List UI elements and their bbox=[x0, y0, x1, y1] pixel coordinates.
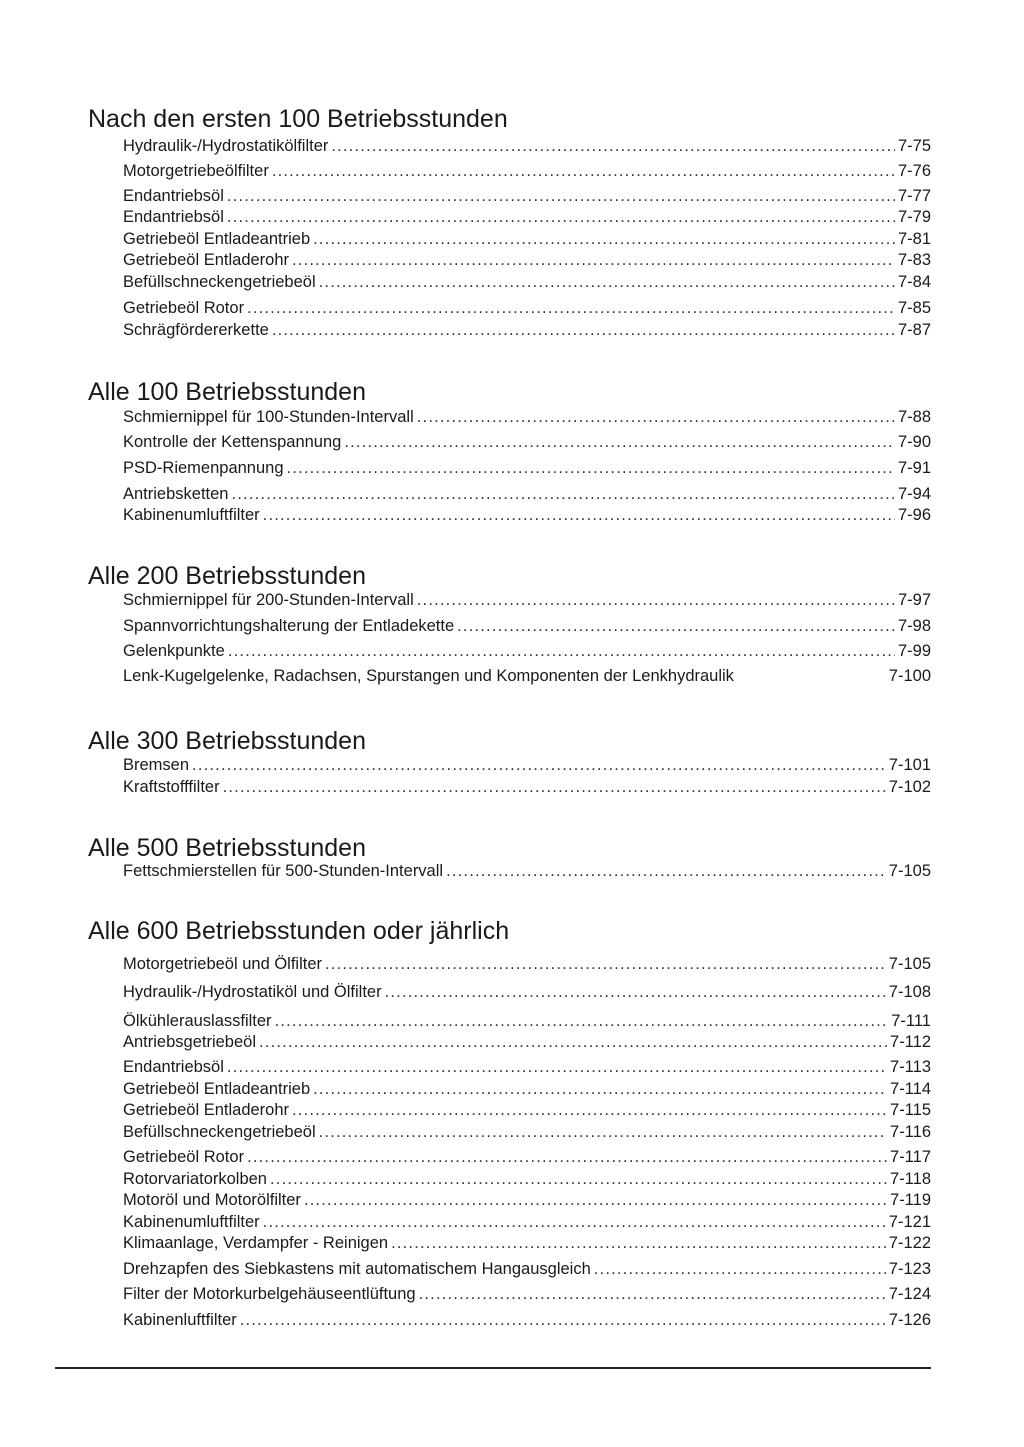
entry-page: 7-116 bbox=[890, 1123, 931, 1141]
section-title: Alle 500 Betriebsstunden bbox=[88, 834, 366, 862]
entry-page: 7-105 bbox=[888, 955, 931, 973]
entry-label: Filter der Motorkurbelgehäuseentlüftung bbox=[123, 1285, 416, 1303]
entry-label: Motorgetriebeöl und Ölfilter bbox=[123, 955, 323, 973]
toc-entry[interactable] bbox=[123, 776, 931, 798]
entry-label: Schmiernippel für 100-Stunden-Intervall bbox=[123, 408, 414, 426]
entry-page: 7-79 bbox=[897, 208, 931, 226]
toc-entry[interactable] bbox=[123, 228, 931, 250]
entry-label: Getriebeöl Entladerohr bbox=[123, 251, 290, 269]
toc-entry[interactable] bbox=[123, 504, 931, 526]
entry-label: PSD-Riemenpannung bbox=[123, 459, 284, 477]
entry-page: 7-123 bbox=[888, 1260, 931, 1278]
entry-page: 7-100 bbox=[888, 667, 931, 685]
entry-label: Getriebeöl Rotor bbox=[123, 299, 245, 317]
entry-page: 7-96 bbox=[897, 506, 931, 524]
dot-leader bbox=[272, 160, 895, 182]
entry-label: Spannvorrichtungshalterung der Entladekette bbox=[123, 617, 455, 635]
entry-label: Rotorvariatorkolben bbox=[123, 1170, 267, 1188]
toc-entry[interactable] bbox=[123, 206, 931, 228]
dot-leader bbox=[247, 1146, 887, 1168]
dot-leader bbox=[272, 319, 895, 341]
entry-page: 7-112 bbox=[890, 1033, 931, 1051]
entry-page: 7-122 bbox=[888, 1234, 931, 1252]
entry-label: Getriebeöl Entladeantrieb bbox=[123, 230, 311, 248]
toc-entry[interactable] bbox=[123, 1010, 931, 1032]
dot-leader bbox=[304, 1189, 887, 1211]
entry-page: 7-126 bbox=[888, 1311, 931, 1329]
toc-entry[interactable] bbox=[123, 1146, 931, 1168]
dot-leader bbox=[457, 615, 895, 637]
toc-entry[interactable] bbox=[123, 457, 931, 479]
entry-page: 7-115 bbox=[890, 1101, 931, 1119]
entry-page: 7-124 bbox=[888, 1285, 931, 1303]
entry-label: Schrägfördererkette bbox=[123, 321, 269, 339]
entry-label: Antriebsgetriebeöl bbox=[123, 1033, 256, 1051]
section-title: Alle 200 Betriebsstunden bbox=[88, 562, 366, 590]
section-title: Alle 300 Betriebsstunden bbox=[88, 727, 366, 755]
entry-page: 7-101 bbox=[888, 756, 931, 774]
toc-entry[interactable] bbox=[123, 135, 931, 157]
toc-entry[interactable] bbox=[123, 160, 931, 182]
dot-leader bbox=[228, 640, 895, 662]
entry-label: Befüllschneckengetriebeöl bbox=[123, 1123, 316, 1141]
entry-page: 7-85 bbox=[897, 299, 931, 317]
dot-leader bbox=[227, 185, 895, 207]
toc-entry[interactable] bbox=[123, 297, 931, 319]
toc-entry[interactable] bbox=[123, 1168, 931, 1190]
dot-leader bbox=[313, 1078, 887, 1100]
dot-leader bbox=[270, 1168, 887, 1190]
entry-label: Kabinenluftfilter bbox=[123, 1311, 237, 1329]
dot-leader bbox=[313, 228, 895, 250]
entry-label: Endantriebsöl bbox=[123, 208, 224, 226]
section-title: Alle 100 Betriebsstunden bbox=[88, 378, 366, 406]
toc-entry[interactable] bbox=[123, 271, 931, 293]
entry-label: Klimaanlage, Verdampfer - Reinigen bbox=[123, 1234, 389, 1252]
entry-page: 7-99 bbox=[897, 642, 931, 660]
toc-entry[interactable] bbox=[123, 640, 931, 662]
dot-leader bbox=[417, 406, 895, 428]
entry-page: 7-102 bbox=[888, 778, 931, 796]
entry-page: 7-87 bbox=[897, 321, 931, 339]
dot-leader bbox=[319, 1121, 887, 1143]
toc-entry[interactable] bbox=[123, 185, 931, 207]
toc-entry[interactable] bbox=[123, 754, 931, 776]
entry-label: Befüllschneckengetriebeöl bbox=[123, 273, 316, 291]
entry-page: 7-98 bbox=[897, 617, 931, 635]
dot-leader bbox=[247, 297, 895, 319]
dot-leader bbox=[594, 1258, 886, 1280]
toc-entry[interactable] bbox=[123, 1283, 931, 1305]
dot-leader bbox=[259, 1031, 887, 1053]
entry-page: 7-76 bbox=[897, 162, 931, 180]
dot-leader bbox=[287, 457, 895, 479]
toc-entry[interactable] bbox=[123, 319, 931, 341]
entry-page: 7-118 bbox=[890, 1170, 931, 1188]
dot-leader bbox=[344, 431, 895, 453]
entry-label: Bremsen bbox=[123, 756, 190, 774]
entry-page: 7-121 bbox=[888, 1213, 931, 1231]
entry-page: 7-90 bbox=[897, 433, 931, 451]
toc-entry[interactable] bbox=[123, 1078, 931, 1100]
entry-page: 7-105 bbox=[888, 862, 931, 880]
section-title: Alle 600 Betriebsstunden oder jährlich bbox=[88, 917, 510, 945]
entry-label: Fettschmierstellen für 500-Stunden-Intervall bbox=[123, 862, 444, 880]
footer-rule bbox=[55, 1367, 931, 1369]
toc-entry[interactable] bbox=[123, 1056, 931, 1078]
dot-leader bbox=[275, 1010, 889, 1032]
entry-page: 7-77 bbox=[897, 187, 931, 205]
toc-entry[interactable] bbox=[123, 1121, 931, 1143]
dot-leader bbox=[419, 1283, 886, 1305]
toc-entry[interactable] bbox=[123, 860, 931, 882]
entry-label: Lenk-Kugelgelenke, Radachsen, Spurstangen und Komponenten der Lenkhydraulik bbox=[123, 667, 734, 685]
toc-entry[interactable] bbox=[123, 1211, 931, 1233]
dot-leader bbox=[417, 589, 895, 611]
entry-label: Kraftstofffilter bbox=[123, 778, 220, 796]
entry-label: Kabinenumluftfilter bbox=[123, 1213, 260, 1231]
toc-entry[interactable] bbox=[123, 665, 931, 687]
toc-entry[interactable] bbox=[123, 1232, 931, 1254]
entry-label: Hydraulik-/Hydrostatiköl und Ölfilter bbox=[123, 983, 382, 1001]
toc-entry[interactable] bbox=[123, 1258, 931, 1280]
dot-leader bbox=[231, 483, 894, 505]
entry-label: Endantriebsöl bbox=[123, 1058, 224, 1076]
entry-page: 7-117 bbox=[890, 1148, 931, 1166]
dot-leader bbox=[292, 249, 895, 271]
dot-leader bbox=[227, 206, 895, 228]
entry-page: 7-91 bbox=[897, 459, 931, 477]
entry-page: 7-83 bbox=[897, 251, 931, 269]
entry-label: Kontrolle der Kettenspannung bbox=[123, 433, 342, 451]
entry-label: Endantriebsöl bbox=[123, 187, 224, 205]
dot-leader bbox=[223, 776, 886, 798]
toc-entry[interactable] bbox=[123, 615, 931, 637]
dot-leader bbox=[385, 981, 886, 1003]
dot-leader bbox=[263, 1211, 886, 1233]
dot-leader bbox=[325, 953, 886, 975]
dot-leader bbox=[391, 1232, 886, 1254]
dot-leader bbox=[192, 754, 886, 776]
entry-page: 7-113 bbox=[890, 1058, 931, 1076]
entry-label: Antriebsketten bbox=[123, 485, 229, 503]
toc-entry[interactable] bbox=[123, 953, 931, 975]
entry-page: 7-75 bbox=[897, 137, 931, 155]
dot-leader bbox=[446, 860, 886, 882]
entry-page: 7-88 bbox=[897, 408, 931, 426]
dot-leader bbox=[292, 1099, 887, 1121]
entry-label: Drehzapfen des Siebkastens mit automatischem Hangausgleich bbox=[123, 1260, 591, 1278]
toc-entry[interactable] bbox=[123, 1031, 931, 1053]
toc-entry[interactable] bbox=[123, 406, 931, 428]
toc-entry[interactable] bbox=[123, 483, 931, 505]
dot-leader bbox=[263, 504, 895, 526]
entry-label: Gelenkpunkte bbox=[123, 642, 225, 660]
entry-label: Getriebeöl Rotor bbox=[123, 1148, 245, 1166]
entry-page: 7-108 bbox=[888, 983, 931, 1001]
toc-entry[interactable] bbox=[123, 1309, 931, 1331]
dot-leader bbox=[227, 1056, 887, 1078]
dot-leader bbox=[331, 135, 895, 157]
entry-label: Ölkühlerauslassfilter bbox=[123, 1012, 272, 1030]
entry-label: Getriebeöl Entladerohr bbox=[123, 1101, 290, 1119]
entry-label: Motorgetriebeölfilter bbox=[123, 162, 269, 180]
entry-label: Schmiernippel für 200-Stunden-Intervall bbox=[123, 591, 414, 609]
entry-page: 7-114 bbox=[890, 1080, 931, 1098]
toc-entry[interactable] bbox=[123, 249, 931, 271]
toc-entry[interactable] bbox=[123, 981, 931, 1003]
toc-entry[interactable] bbox=[123, 1189, 931, 1211]
section-title: Nach den ersten 100 Betriebsstunden bbox=[88, 105, 508, 133]
entry-label: Motoröl und Motorölfilter bbox=[123, 1191, 301, 1209]
entry-page: 7-84 bbox=[897, 273, 931, 291]
entry-page: 7-119 bbox=[890, 1191, 931, 1209]
entry-page: 7-97 bbox=[897, 591, 931, 609]
dot-leader bbox=[240, 1309, 886, 1331]
entry-page: 7-81 bbox=[897, 230, 931, 248]
entry-label: Hydraulik-/Hydrostatikölfilter bbox=[123, 137, 329, 155]
toc-entry[interactable] bbox=[123, 1099, 931, 1121]
entry-label: Kabinenumluftfilter bbox=[123, 506, 260, 524]
toc-entry[interactable] bbox=[123, 589, 931, 611]
entry-label: Getriebeöl Entladeantrieb bbox=[123, 1080, 311, 1098]
dot-leader bbox=[319, 271, 895, 293]
entry-page: 7-94 bbox=[897, 485, 931, 503]
toc-entry[interactable] bbox=[123, 431, 931, 453]
entry-page: 7-111 bbox=[891, 1012, 931, 1030]
